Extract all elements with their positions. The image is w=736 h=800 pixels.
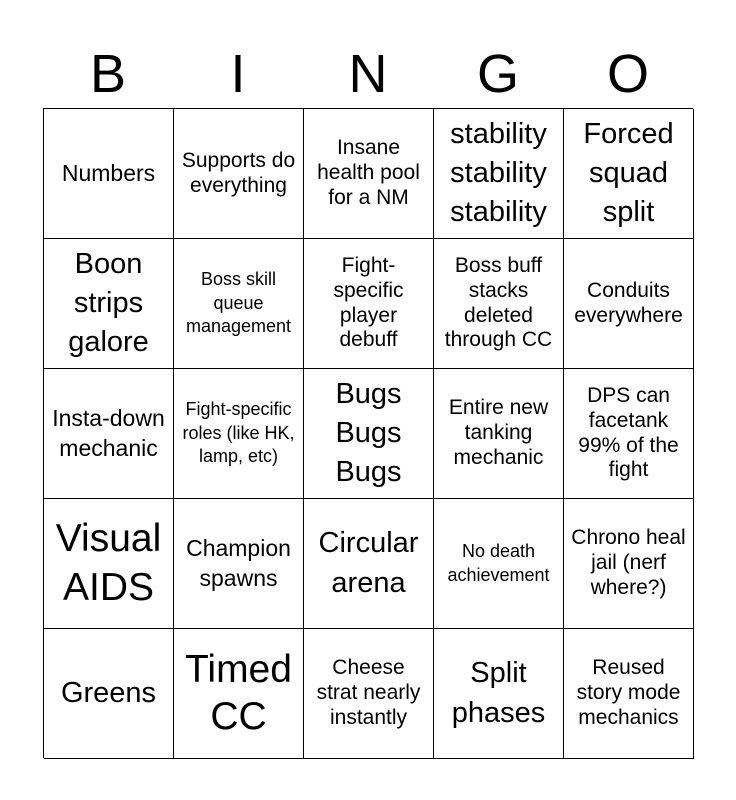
- bingo-cell-supports-do-everything[interactable]: [174, 109, 304, 239]
- cell-text: Conduits everywhere: [574, 278, 683, 327]
- cell-text: Champion spawns: [186, 534, 291, 591]
- bingo-cell-greens[interactable]: [44, 629, 174, 759]
- bingo-header: [43, 40, 693, 108]
- cell-text: Greens: [60, 677, 157, 710]
- bingo-cell-new-tanking-mechanic[interactable]: [434, 369, 564, 499]
- cell-text: Forced squad split: [583, 117, 674, 229]
- bingo-cell-circular-arena[interactable]: [304, 499, 434, 629]
- bingo-cell-insta-down-mechanic[interactable]: [44, 369, 174, 499]
- cell-text: Supports do everything: [181, 148, 296, 197]
- bingo-cell-visual-aids[interactable]: [44, 499, 174, 629]
- bingo-cell-numbers[interactable]: [44, 109, 174, 239]
- header-letter-n: N: [348, 44, 388, 104]
- bingo-cell-reused-story-mode[interactable]: [564, 629, 694, 759]
- bingo-cell-stability[interactable]: [434, 109, 564, 239]
- header-letter-o: O: [606, 44, 649, 104]
- cell-text: Fight-specific player debuff: [333, 253, 404, 352]
- cell-text: Circular arena: [318, 527, 419, 599]
- cell-text: Boss skill queue management: [185, 269, 292, 337]
- bingo-cell-fight-specific-debuff[interactable]: [304, 239, 434, 369]
- cell-text: Fight-specific roles (like HK, lamp, etc): [182, 399, 295, 467]
- bingo-board: [43, 108, 693, 758]
- bingo-cell-timed-cc[interactable]: [174, 629, 304, 759]
- cell-text: Bugs Bugs Bugs: [335, 377, 402, 489]
- cell-text: Visual AIDS: [55, 516, 162, 609]
- bingo-cell-bugs[interactable]: [304, 369, 434, 499]
- header-letter-b: B: [89, 44, 127, 104]
- bingo-cell-conduits-everywhere[interactable]: [564, 239, 694, 369]
- cell-text: Entire new tanking mechanic: [448, 396, 549, 469]
- bingo-cell-insane-health-pool[interactable]: [304, 109, 434, 239]
- bingo-cell-split-phases[interactable]: [434, 629, 564, 759]
- bingo-cell-fight-specific-roles[interactable]: [174, 369, 304, 499]
- cell-text: Cheese strat nearly instantly: [316, 656, 421, 729]
- cell-text: Boon strips galore: [68, 247, 149, 359]
- cell-text: stability stability stability: [450, 117, 547, 229]
- cell-text: Insta-down mechanic: [52, 404, 165, 461]
- cell-text: DPS can facetank 99% of the fight: [578, 383, 679, 482]
- cell-text: Timed CC: [185, 647, 292, 738]
- cell-text: Chrono heal jail (nerf where?): [571, 526, 686, 599]
- bingo-cell-dps-facetank[interactable]: [564, 369, 694, 499]
- bingo-cell-boon-strips-galore[interactable]: [44, 239, 174, 369]
- cell-text: Boss buff stacks deleted through CC: [444, 253, 553, 352]
- bingo-cell-boss-skill-queue[interactable]: [174, 239, 304, 369]
- cell-text: Insane health pool for a NM: [317, 136, 420, 209]
- bingo-cell-champion-spawns[interactable]: [174, 499, 304, 629]
- header-letter-i: I: [230, 44, 246, 104]
- bingo-cell-boss-buff-stacks[interactable]: [434, 239, 564, 369]
- bingo-cell-cheese-strat[interactable]: [304, 629, 434, 759]
- header-letter-g: G: [476, 44, 519, 104]
- cell-text: Numbers: [61, 159, 156, 186]
- bingo-cell-no-death-achievement[interactable]: [434, 499, 564, 629]
- cell-text: Split phases: [451, 657, 546, 729]
- cell-text: No death achievement: [447, 541, 550, 585]
- bingo-cell-forced-squad-split[interactable]: [564, 109, 694, 239]
- bingo-cell-chrono-heal-jail[interactable]: [564, 499, 694, 629]
- cell-text: Reused story mode mechanics: [576, 656, 681, 729]
